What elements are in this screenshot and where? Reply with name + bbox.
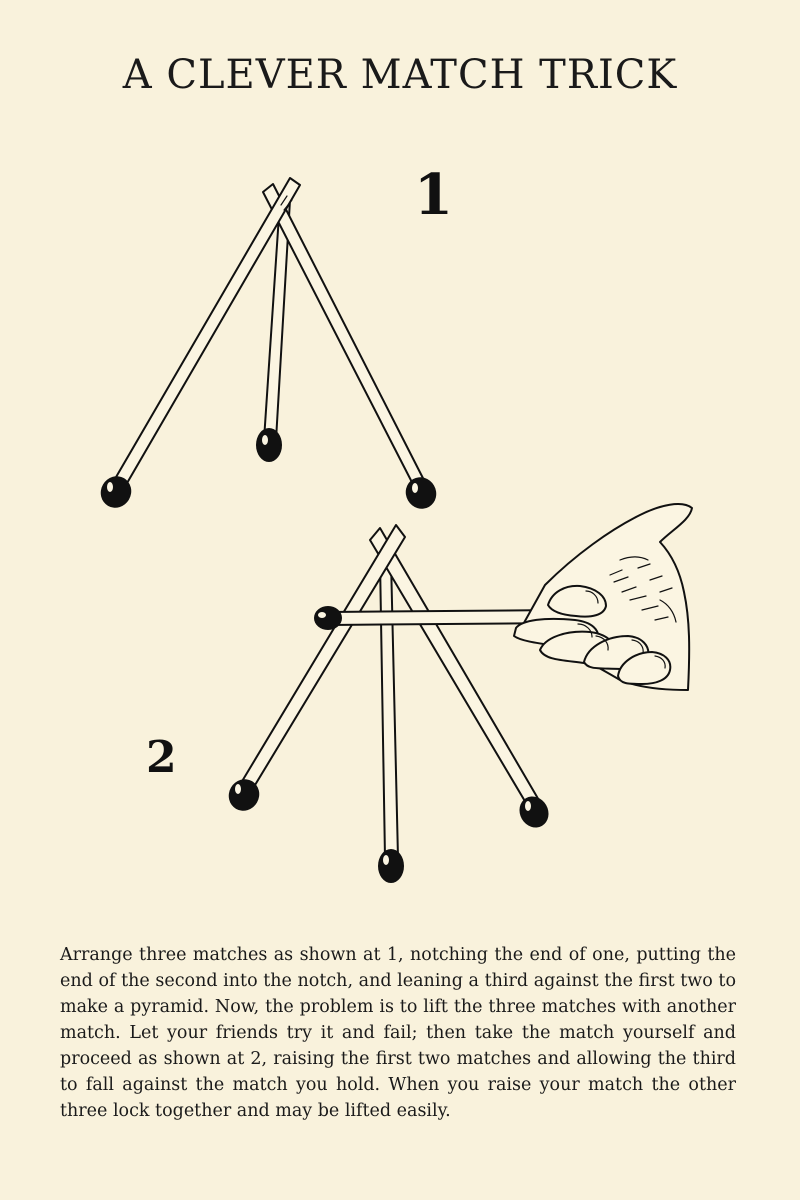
- figure-one-right-match: [263, 184, 442, 514]
- hand-icon: [514, 504, 692, 690]
- figure-two-illustration: [223, 504, 692, 883]
- figure-two-label: 2: [146, 732, 177, 783]
- figure-one-left-match: [95, 178, 300, 513]
- figure-one-label: 1: [414, 162, 453, 228]
- instructions-paragraph: Arrange three matches as shown at 1, notching the end of one, putting the end of the second into the notch, and leaning a third against the first two to make a pyramid. Now, the problem is to lift the three matches with another match. Let your friends try it and fail; then take the match yourself and proceed as shown at 2, raising the first two matches and allowing the third to fall against the match you hold. When you raise your match the other three lock together and may be lifted easily.: [60, 945, 736, 1121]
- figure-two-middle-match: [378, 560, 404, 883]
- figure-one-illustration: [95, 178, 442, 514]
- figure-two-left-match: [223, 525, 405, 816]
- page-title: A CLEVER MATCH TRICK: [122, 52, 678, 98]
- figure-two-right-match: [370, 528, 554, 833]
